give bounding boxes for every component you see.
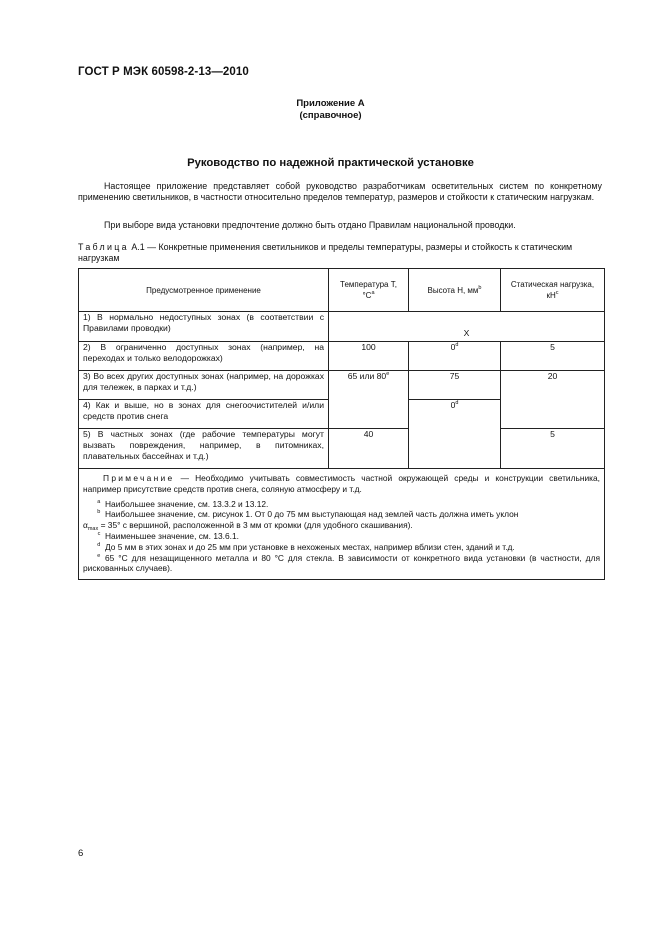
row1-merged-value: X xyxy=(329,312,605,342)
table-caption-prefix: Таблица xyxy=(78,242,129,252)
standard-code: ГОСТ Р МЭК 60598-2-13—2010 xyxy=(78,66,249,78)
table-notes-row xyxy=(79,469,605,580)
row5-application: 5) В частных зонах (где рабочие температуры могут вызвать повреждения, например, в питомниках, плавательных бассейнах и т.д.) xyxy=(79,429,329,469)
header-temperature: Температура T, $^\circ С^a$ xyxy=(329,269,409,312)
footnote-a: $^a$ Наибольшее значение, см. 13.3.2 и 13.12. xyxy=(97,498,269,509)
annex-heading xyxy=(0,98,661,122)
paragraph-preference-text: При выборе вида установки предпочтение должно быть отдано Правилам национальной проводки. xyxy=(104,220,516,230)
row2-load: 5 xyxy=(501,342,605,371)
applications-table xyxy=(78,268,605,580)
annex-type: (справочное) xyxy=(299,110,362,121)
footnote-b-continued: $\alpha_{max} = 35^\circ$ с вершиной, расположенной в 3 мм от кромки (для удобного скашивания). xyxy=(83,520,413,533)
row3-temperature: 65 или 80e xyxy=(329,371,409,429)
header-height: Высота H, $мм^b$ xyxy=(409,269,501,312)
table-row xyxy=(79,371,605,400)
table-row xyxy=(79,312,605,342)
table-note: Примечание — Необходимо учитывать совместимость частной окружающей среды и конструкции светильника, например присутствие средств против снега, соляную атмосферу и т.д. xyxy=(83,473,601,494)
paragraph-intro-text: Настоящее приложение представляет собой руководство разработчикам осветительных систем по конкретному применению светильников, в частности относительно пределов температур, размеров и стойкости к статическим нагрузкам. xyxy=(78,181,602,203)
row2-application: 2) В ограниченно доступных зонах (например, на переходах и только велодорожках) xyxy=(79,342,329,371)
page-number: 6 xyxy=(78,848,84,859)
paragraph-preference xyxy=(78,220,602,231)
table-header-row xyxy=(79,269,605,312)
table-caption-text: — Конкретные применения светильников и пределы температуры, размеры и стойкость к статическим нагрузкам xyxy=(78,242,573,263)
annex-label: Приложение А xyxy=(296,98,365,109)
table-row xyxy=(79,429,605,469)
row3-application: 3) Во всех других доступных зонах (например, на дорожках для тележек, в парках и т.д.) xyxy=(79,371,329,400)
row2-temperature: 100 xyxy=(329,342,409,371)
row5-temperature: 40 xyxy=(329,429,409,469)
table-caption-number: А.1 xyxy=(131,242,145,252)
header-load: Статическая нагрузка, $кН^c$ xyxy=(501,269,605,312)
row3-load: 20 xyxy=(501,371,605,429)
row3-height: 75 xyxy=(409,371,501,400)
row5-load: 5 xyxy=(501,429,605,469)
row2-height: 0$^d$ xyxy=(409,342,501,371)
footnote-c: $^c$ Наименьшее значение, см. 13.6.1. xyxy=(97,530,239,541)
paragraph-intro xyxy=(78,181,602,204)
row4-height: 0$^d$ xyxy=(409,400,501,469)
table-caption xyxy=(78,242,602,264)
footnote-e: $^e$ 65 °С для незащищенного металла и 80 °С для стекла. В зависимости от конкретного вида установки (в частности, для рискованных случаев). xyxy=(83,552,600,574)
footnote-b: $^b$ Наибольшее значение, см. рисунок 1. От 0 до 75 мм выступающая над землей часть должна иметь уклон xyxy=(97,509,519,520)
row4-application: 4) Как и выше, но в зонах для снегоочистителей и/или средств против снега xyxy=(79,400,329,429)
table-notes xyxy=(79,469,605,580)
table-row xyxy=(79,342,605,371)
header-application: Предусмотренное применение xyxy=(79,269,329,312)
document-title: Руководство по надежной практической установке xyxy=(187,157,474,169)
row1-application: 1) В нормально недоступных зонах (в соответствии с Правилами проводки) xyxy=(79,312,329,342)
footnote-d: $^d$ До 5 мм в этих зонах и до 25 мм при установке в нехоженых местах, например вблизи стен, зданий и т.д. xyxy=(97,541,515,552)
